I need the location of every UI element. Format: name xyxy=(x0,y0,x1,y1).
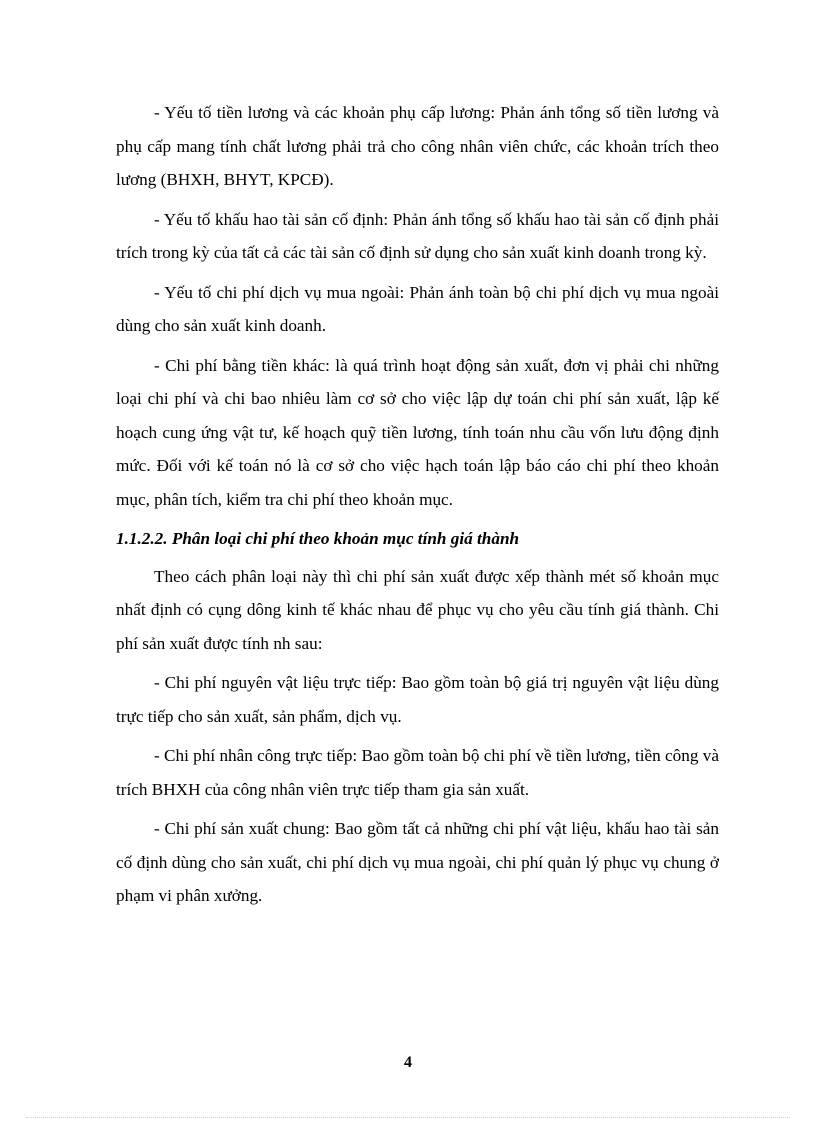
paragraph-direct-materials: - Chi phí nguyên vật liệu trực tiếp: Bao gồm toàn bộ giá trị nguyên vật liệu dùng trực tiếp cho sản xuất, sản phẩm, dịch vụ. xyxy=(116,673,719,726)
paragraph-classification-intro: Theo cách phân loại này thì chi phí sản xuất được xếp thành mét số khoản mục nhất định có cụng dông kinh tế khác nhau để phục vụ cho yêu cầu tính giá thành. Chi phí sản xuất được tính nh sau: xyxy=(116,566,719,653)
section-heading: 1.1.2.2. Phân loại chi phí theo khoản mục tính giá thành xyxy=(116,529,520,548)
page-bottom-divider xyxy=(26,1117,790,1118)
paragraph-salary-element: - Yếu tố tiền lương và các khoản phụ cấp lương: Phản ánh tổng số tiền lương và phụ cấp mang tính chất lương phải trả cho công nhân viên chức, các khoản trích theo lương (BHXH, BHYT, KPCĐ). xyxy=(116,103,719,189)
paragraph-manufacturing-overhead: - Chi phí sản xuất chung: Bao gồm tất cả những chi phí vật liệu, khấu hao tài sản cố định dùng cho sản xuất, chi phí dịch vụ mua ngoài, chi phí quản lý phục vụ chung ở phạm vi phân xưởng. xyxy=(116,819,719,905)
paragraph-other-cash-costs: - Chi phí bằng tiền khác: là quá trình hoạt động sản xuất, đơn vị phải chi những loại chi phí và chi bao nhiêu làm cơ sở cho việc lập dự toán chi phí sản xuất, lập kế hoạch cung ứng vật tư, kế hoạch quỹ tiền lương, tính toán nhu cầu vốn lưu động định mức. Đối với kế toán nó là cơ sở cho việc hạch toán lập báo cáo chi phí theo khoản mục, phân tích, kiểm tra chi phí theo khoản mục. xyxy=(116,355,719,509)
paragraph-depreciation-element: - Yếu tố khấu hao tài sản cố định: Phản ánh tổng số khấu hao tài sản cố định phải trích trong kỳ của tất cả các tài sản cố định sử dụng cho sản xuất kinh doanh trong kỳ. xyxy=(116,209,719,262)
page-number: 4 xyxy=(404,1054,412,1071)
body-text xyxy=(116,96,719,913)
paragraph-direct-labor: - Chi phí nhân công trực tiếp: Bao gồm toàn bộ chi phí về tiền lương, tiền công và trích BHXH của công nhân viên trực tiếp tham gia sản xuất. xyxy=(116,746,719,799)
paragraph-outsourced-services-element: - Yếu tố chi phí dịch vụ mua ngoài: Phản ánh toàn bộ chi phí dịch vụ mua ngoài dùng cho sản xuất kinh doanh. xyxy=(116,282,719,335)
